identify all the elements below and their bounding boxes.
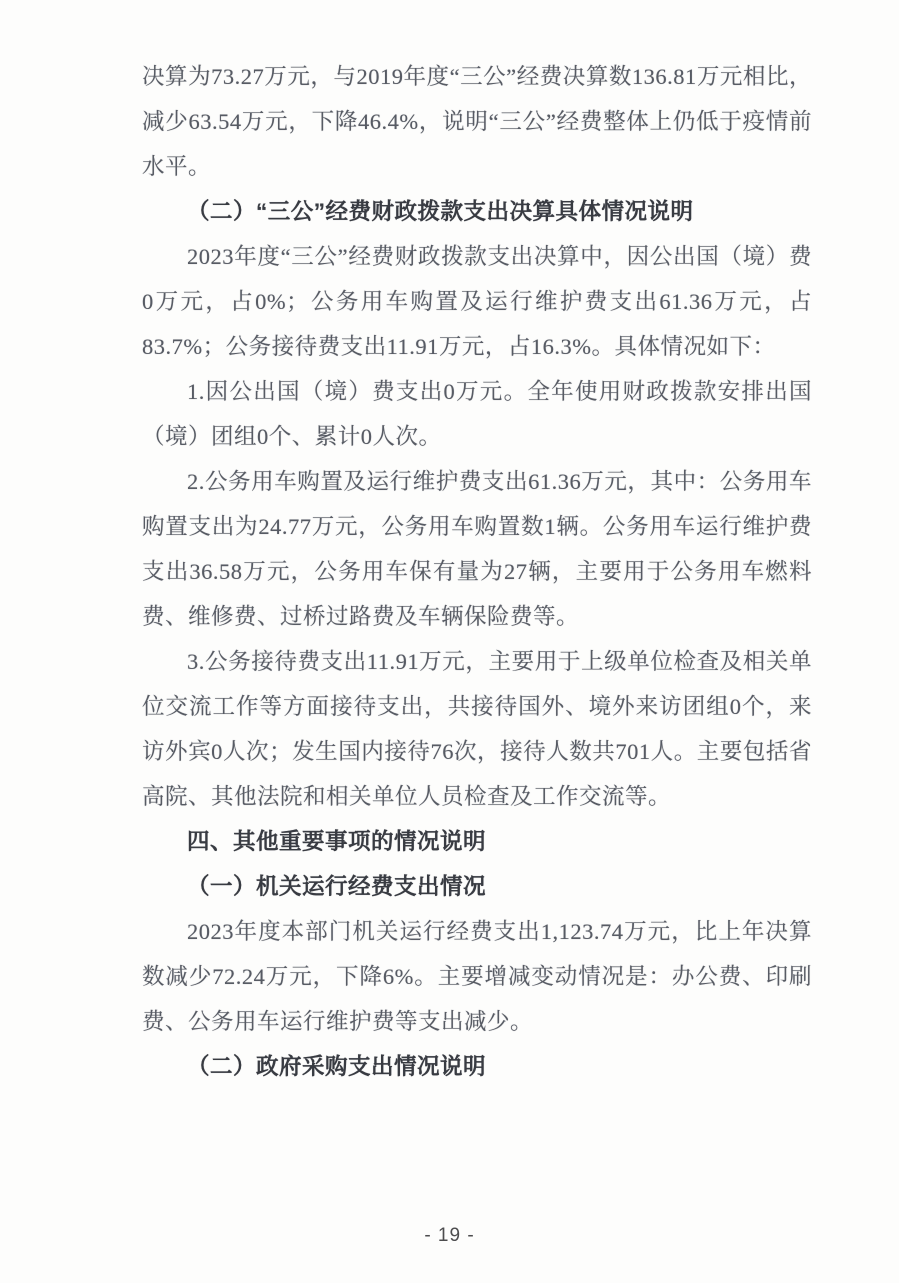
section-heading-operating-expenses: （一）机关运行经费支出情况 xyxy=(187,874,487,899)
chapter-heading-other-matters: 四、其他重要事项的情况说明 xyxy=(187,829,487,854)
section-heading-sangong-detail: （二）“三公”经费财政拨款支出决算具体情况说明 xyxy=(187,199,694,224)
section-heading-gov-procurement: （二）政府采购支出情况说明 xyxy=(187,1054,487,1079)
body-paragraph-item-2-vehicles: 2.公务用车购置及运行维护费支出61.36万元，其中：公务用车购置支出为24.77万元，公务用车购置数1辆。公务用车运行维护费支出36.58万元，公务用车保有量为27辆，主要用于公务用车燃料费、维修费、过桥过路费及车辆保险费等。 xyxy=(142,469,812,629)
body-paragraph-operating-expenses: 2023年度本部门机关运行经费支出1,123.74万元，比上年决算数减少72.24万元，下降6%。主要增减变动情况是：办公费、印刷费、公务用车运行维护费等支出减少。 xyxy=(142,919,812,1034)
document-content xyxy=(142,54,812,1089)
body-paragraph-continued: 决算为73.27万元，与2019年度“三公”经费决算数136.81万元相比，减少63.54万元，下降46.4%，说明“三公”经费整体上仍低于疫情前水平。 xyxy=(142,64,812,179)
body-paragraph-item-1-abroad: 1.因公出国（境）费支出0万元。全年使用财政拨款安排出国（境）团组0个、累计0人次。 xyxy=(142,379,812,449)
page-number: - 19 - xyxy=(424,1225,475,1246)
page-footer xyxy=(0,1225,899,1247)
body-paragraph-item-3-reception: 3.公务接待费支出11.91万元，主要用于上级单位检查及相关单位交流工作等方面接待支出，共接待国外、境外来访团组0个，来访外宾0人次；发生国内接待76次，接待人数共701人。主要包括省高院、其他法院和相关单位人员检查及工作交流等。 xyxy=(142,649,812,809)
body-paragraph-sangong-summary: 2023年度“三公”经费财政拨款支出决算中，因公出国（境）费0万元，占0%；公务用车购置及运行维护费支出61.36万元，占83.7%；公务接待费支出11.91万元，占16.3%。具体情况如下： xyxy=(142,244,812,359)
